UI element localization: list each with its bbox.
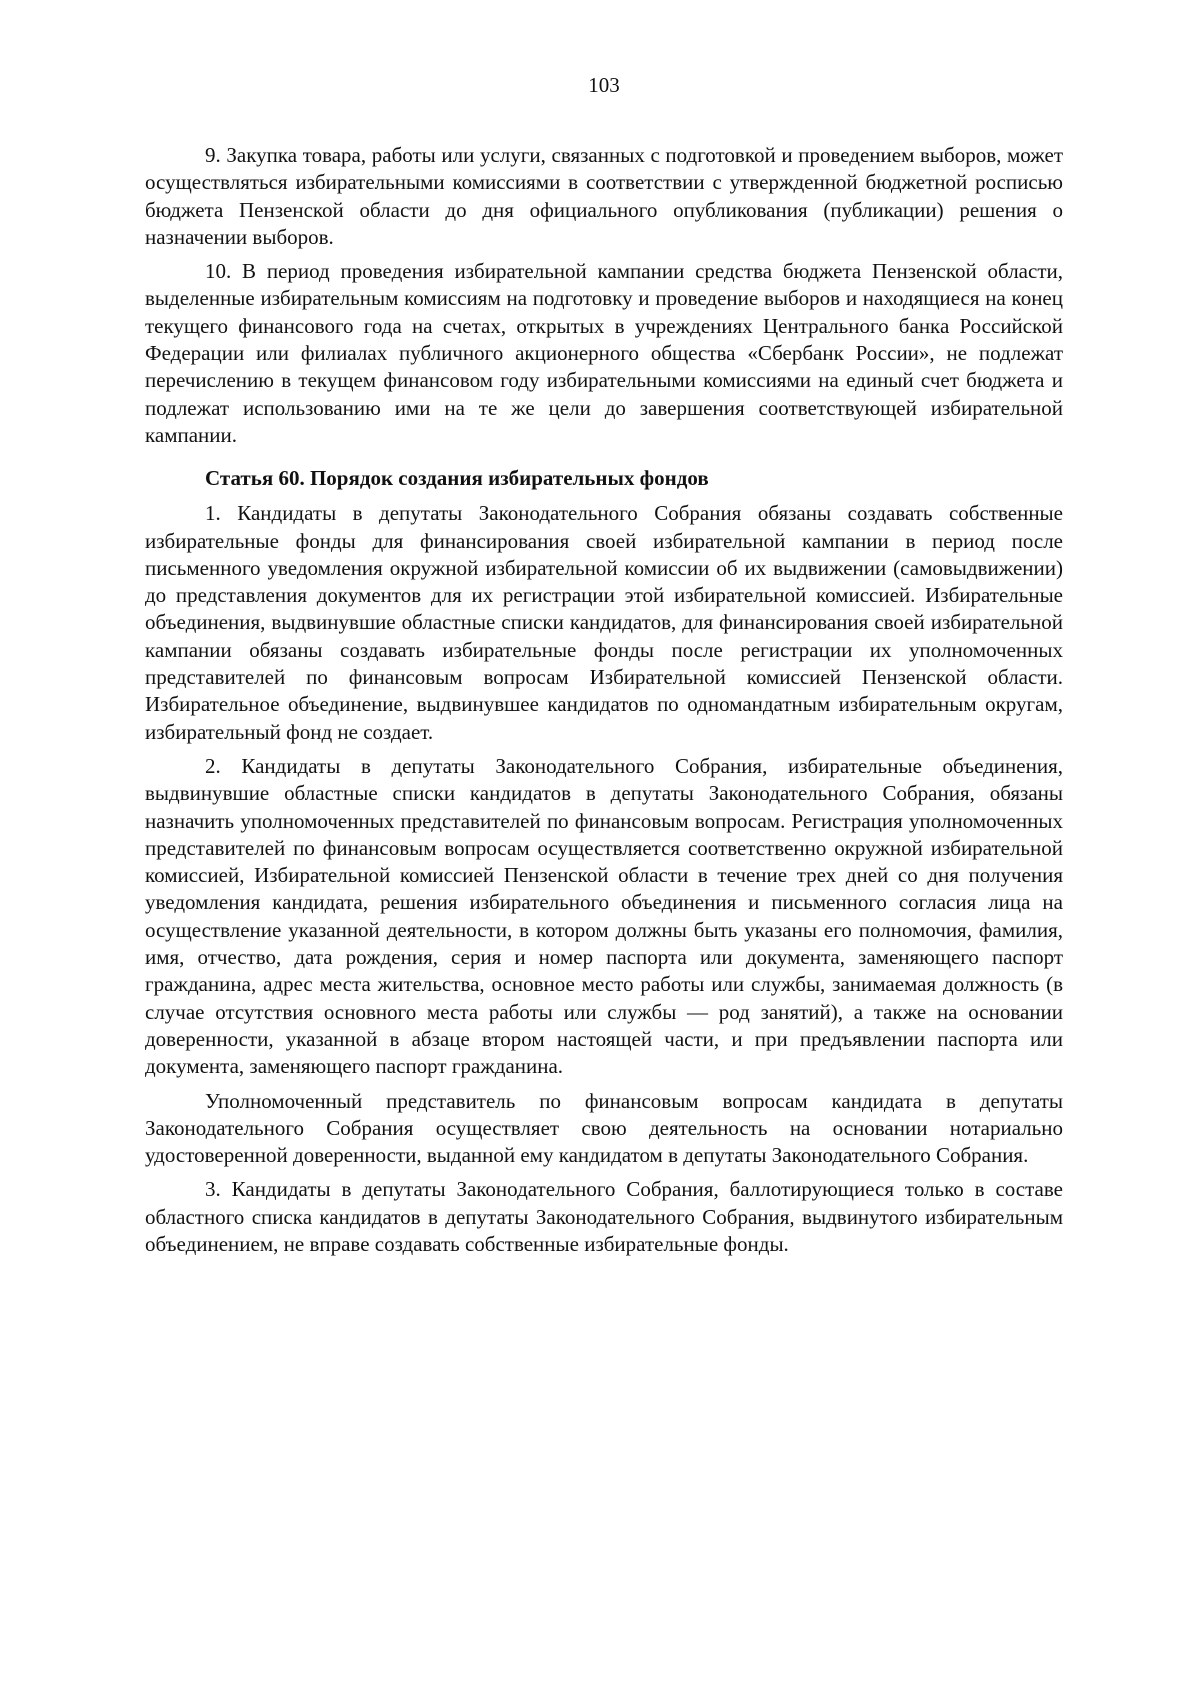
article-heading: Статья 60. Порядок создания избирательных фондов — [205, 466, 709, 491]
paragraph-article60-part2: 2. Кандидаты в депутаты Законодательного Собрания, избирательные объединения, выдвинувшие областные списки кандидатов в депутаты Законодательного Собрания, обязаны назначить уполномоченных представителей по финансовым вопросам. Регистрация уполномоченных представителей по финансовым вопросам осуществляется соответственно окружной избирательной комиссией, Избирательной комиссией Пензенской области в течение трех дней со дня получения уведомления кандидата, решения избирательного объединения и письменного согласия лица на осуществление указанной деятельности, в котором должны быть указаны его полномочия, фамилия, имя, отчество, дата рождения, серия и номер паспорта или документа, заменяющего паспорт гражданина, адрес места жительства, основное место работы или службы, занимаемая должность (в случае отсутствия основного места работы или службы — род занятий), а также на основании доверенности, указанной в абзаце втором настоящей части, и при предъявлении паспорта или документа, заменяющего паспорт гражданина. — [145, 753, 1063, 1079]
document-body — [145, 142, 1063, 1265]
paragraph-10: 10. В период проведения избирательной кампании средства бюджета Пензенской области, выделенные избирательным комиссиям на подготовку и проведение выборов и находящиеся на конец текущего финансового года на счетах, открытых в учреждениях Центрального банка Российской Федерации или филиалах публичного акционерного общества «Сбербанк России», не подлежат перечислению в текущем финансовом году избирательными комиссиями на единый счет бюджета и подлежат использованию ими на те же цели до завершения соответствующей избирательной кампании. — [145, 259, 1063, 447]
page-number: 103 — [588, 73, 620, 97]
paragraph-9: 9. Закупка товара, работы или услуги, связанных с подготовкой и проведением выборов, может осуществляться избирательными комиссиями в соответствии с утвержденной бюджетной росписью бюджета Пензенской области до дня официального опубликования (публикации) решения о назначении выборов. — [145, 143, 1063, 249]
paragraph-article60-part2-abzac: Уполномоченный представитель по финансовым вопросам кандидата в депутаты Законодательного Собрания осуществляет свою деятельность на основании нотариально удостоверенной доверенности, выданной ему кандидатом в депутаты Законодательного Собрания. — [145, 1088, 1063, 1168]
paragraph-article60-part3: 3. Кандидаты в депутаты Законодательного Собрания, баллотирующиеся только в составе областного списка кандидатов в депутаты Законодательного Собрания, выдвинутого избирательным объединением, не вправе создавать собственные избирательные фонды. — [145, 1177, 1063, 1256]
paragraph-article60-part1: 1. Кандидаты в депутаты Законодательного Собрания обязаны создавать собственные избирательные фонды для финансирования своей избирательной кампании в период после письменного уведомления окружной избирательной комиссии об их выдвижении (самовыдвижении) до представления документов для их регистрации этой избирательной комиссией. Избирательные объединения, выдвинувшие областные списки кандидатов, для финансирования своей избирательной кампании обязаны создавать избирательные фонды после регистрации их уполномоченных представителей по финансовым вопросам Избирательной комиссией Пензенской области. Избирательное объединение, выдвинувшее кандидатов по одномандатным избирательным округам, избирательный фонд не создает. — [145, 501, 1063, 744]
document-page — [145, 0, 1063, 1697]
